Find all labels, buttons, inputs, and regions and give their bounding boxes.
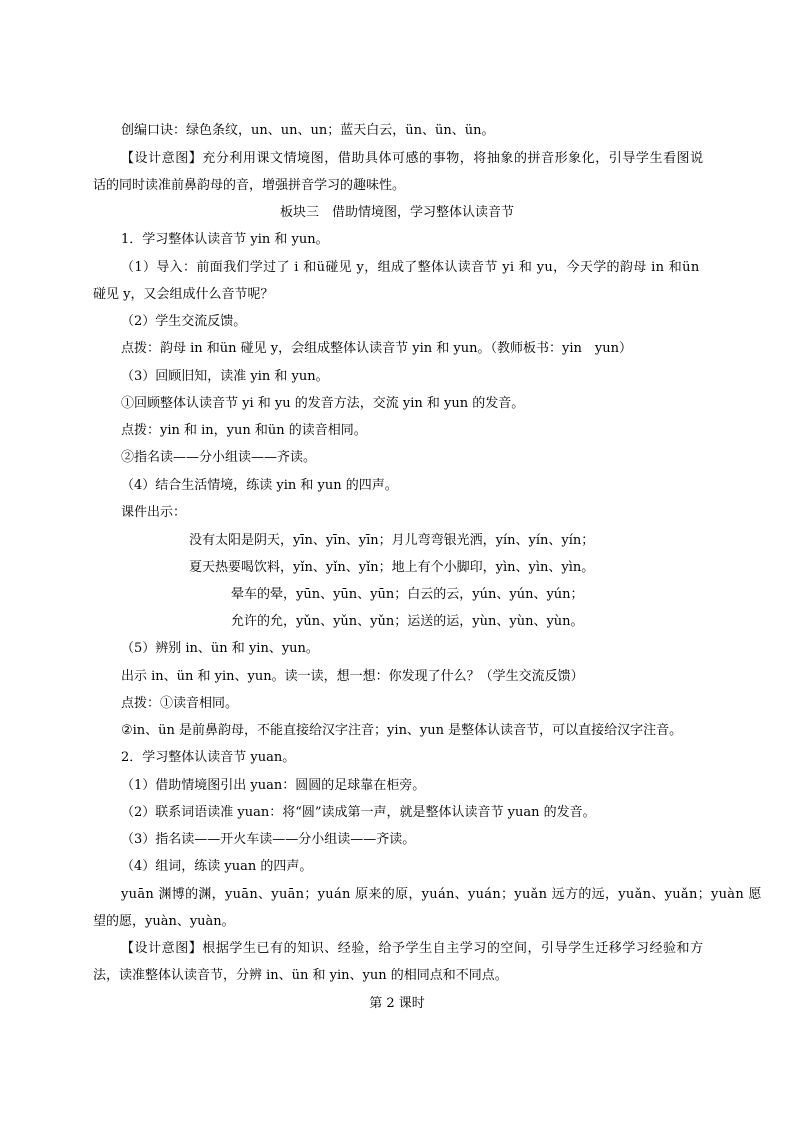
text-line: 碰见 y，又会组成什么音节呢？ (93, 287, 274, 302)
text-line: （2）学生交流反馈。 (121, 314, 247, 329)
text-line: 出示 in、ün 和 yin、yun。读一读，想一想：你发现了什么？（学生交流反馈） (121, 669, 584, 684)
lesson-heading: 第 2 课时 (369, 996, 425, 1011)
text-line: 点拨：①读音相同。 (121, 696, 239, 711)
courseware-line: 晕车的晕，yūn、yūn、yūn；白云的云，yún、yún、yún； (231, 587, 584, 602)
courseware-line: 没有太阳是阴天，yīn、yīn、yīn；月儿弯弯银光洒，yín、yín、yín； (189, 533, 595, 548)
text-line: ②in、ün 是前鼻韵母，不能直接给汉字注音；yin、yun 是整体认读音节，可以直接给汉字注音。 (121, 723, 683, 738)
text-line: 创编口诀：绿色条纹，un、un、un；蓝天白云，ün、ün、ün。 (121, 123, 495, 138)
section-heading: 板块三 借助情境图，学习整体认读音节 (279, 205, 514, 220)
text-line: 法，读准整体认读音节，分辨 in、ün 和 yin、yun 的相同点和不同点。 (93, 968, 508, 983)
text-line: （4）组词，练读 yuan 的四声。 (121, 859, 313, 874)
text-line: 课件出示： (121, 505, 187, 520)
text-line: 点拨：韵母 in 和ün 碰见 y，会组成整体认读音节 yin 和 yun。（教师板书：yin yun） (121, 341, 632, 356)
text-line: ②指名读——分小组读——齐读。 (121, 450, 317, 465)
design-intent-paragraph-line: 【设计意图】根据学生已有的知识、经验，给予学生自主学习的空间，引导学生迁移学习经验和方 (121, 941, 704, 956)
text-line: 话的同时读准前鼻韵母的音，增强拼音学习的趣味性。 (93, 178, 406, 193)
text-line: （2）联系词语读准 yuan：将“圆”读成第一声，就是整体认读音节 yuan 的发音。 (121, 805, 596, 820)
text-line: （4）结合生活情境，练读 yin 和 yun 的四声。 (121, 478, 398, 493)
numbered-item: 2．学习整体认读音节 yuan。 (121, 750, 296, 765)
text-line: 望的愿，yuàn、yuàn。 (93, 914, 235, 929)
text-line: ①回顾整体认读音节 yi 和 yu 的发音方法，交流 yin 和 yun 的发音。 (121, 396, 525, 411)
design-intent-paragraph-line: 【设计意图】充分利用课文情境图，借助具体可感的事物，将抽象的拼音形象化，引导学生看图说 (121, 151, 704, 166)
courseware-line: 允许的允，yǔn、yǔn、yǔn；运送的运，yùn、yùn、yùn。 (231, 614, 584, 629)
text-line: （1）导入：前面我们学过了 i 和ü碰见 y，组成了整体认读音节 yi 和 yu，今天学的韵母 in 和ün (121, 260, 700, 275)
text-line: yuān 渊博的渊，yuān、yuān；yuán 原来的原，yuán、yuán；yuǎn 远方的远，yuǎn、yuǎn；yuàn 愿 (121, 887, 762, 902)
text-line: （3）指名读——开火车读——分小组读——齐读。 (121, 832, 416, 847)
text-line: （5）辨别 in、ün 和 yin、yun。 (121, 641, 319, 656)
numbered-item: 1．学习整体认读音节 yin 和 yun。 (121, 232, 329, 247)
courseware-line: 夏天热要喝饮料，yǐn、yǐn、yǐn；地上有个小脚印，yìn、yìn、yìn。 (189, 560, 595, 575)
text-line: 点拨：yin 和 in，yun 和ün 的读音相同。 (121, 423, 367, 438)
text-line: （1）借助情境图引出 yuan：圆圆的足球靠在柜旁。 (121, 778, 426, 793)
text-line: （3）回顾旧知，读准 yin 和 yun。 (121, 369, 329, 384)
